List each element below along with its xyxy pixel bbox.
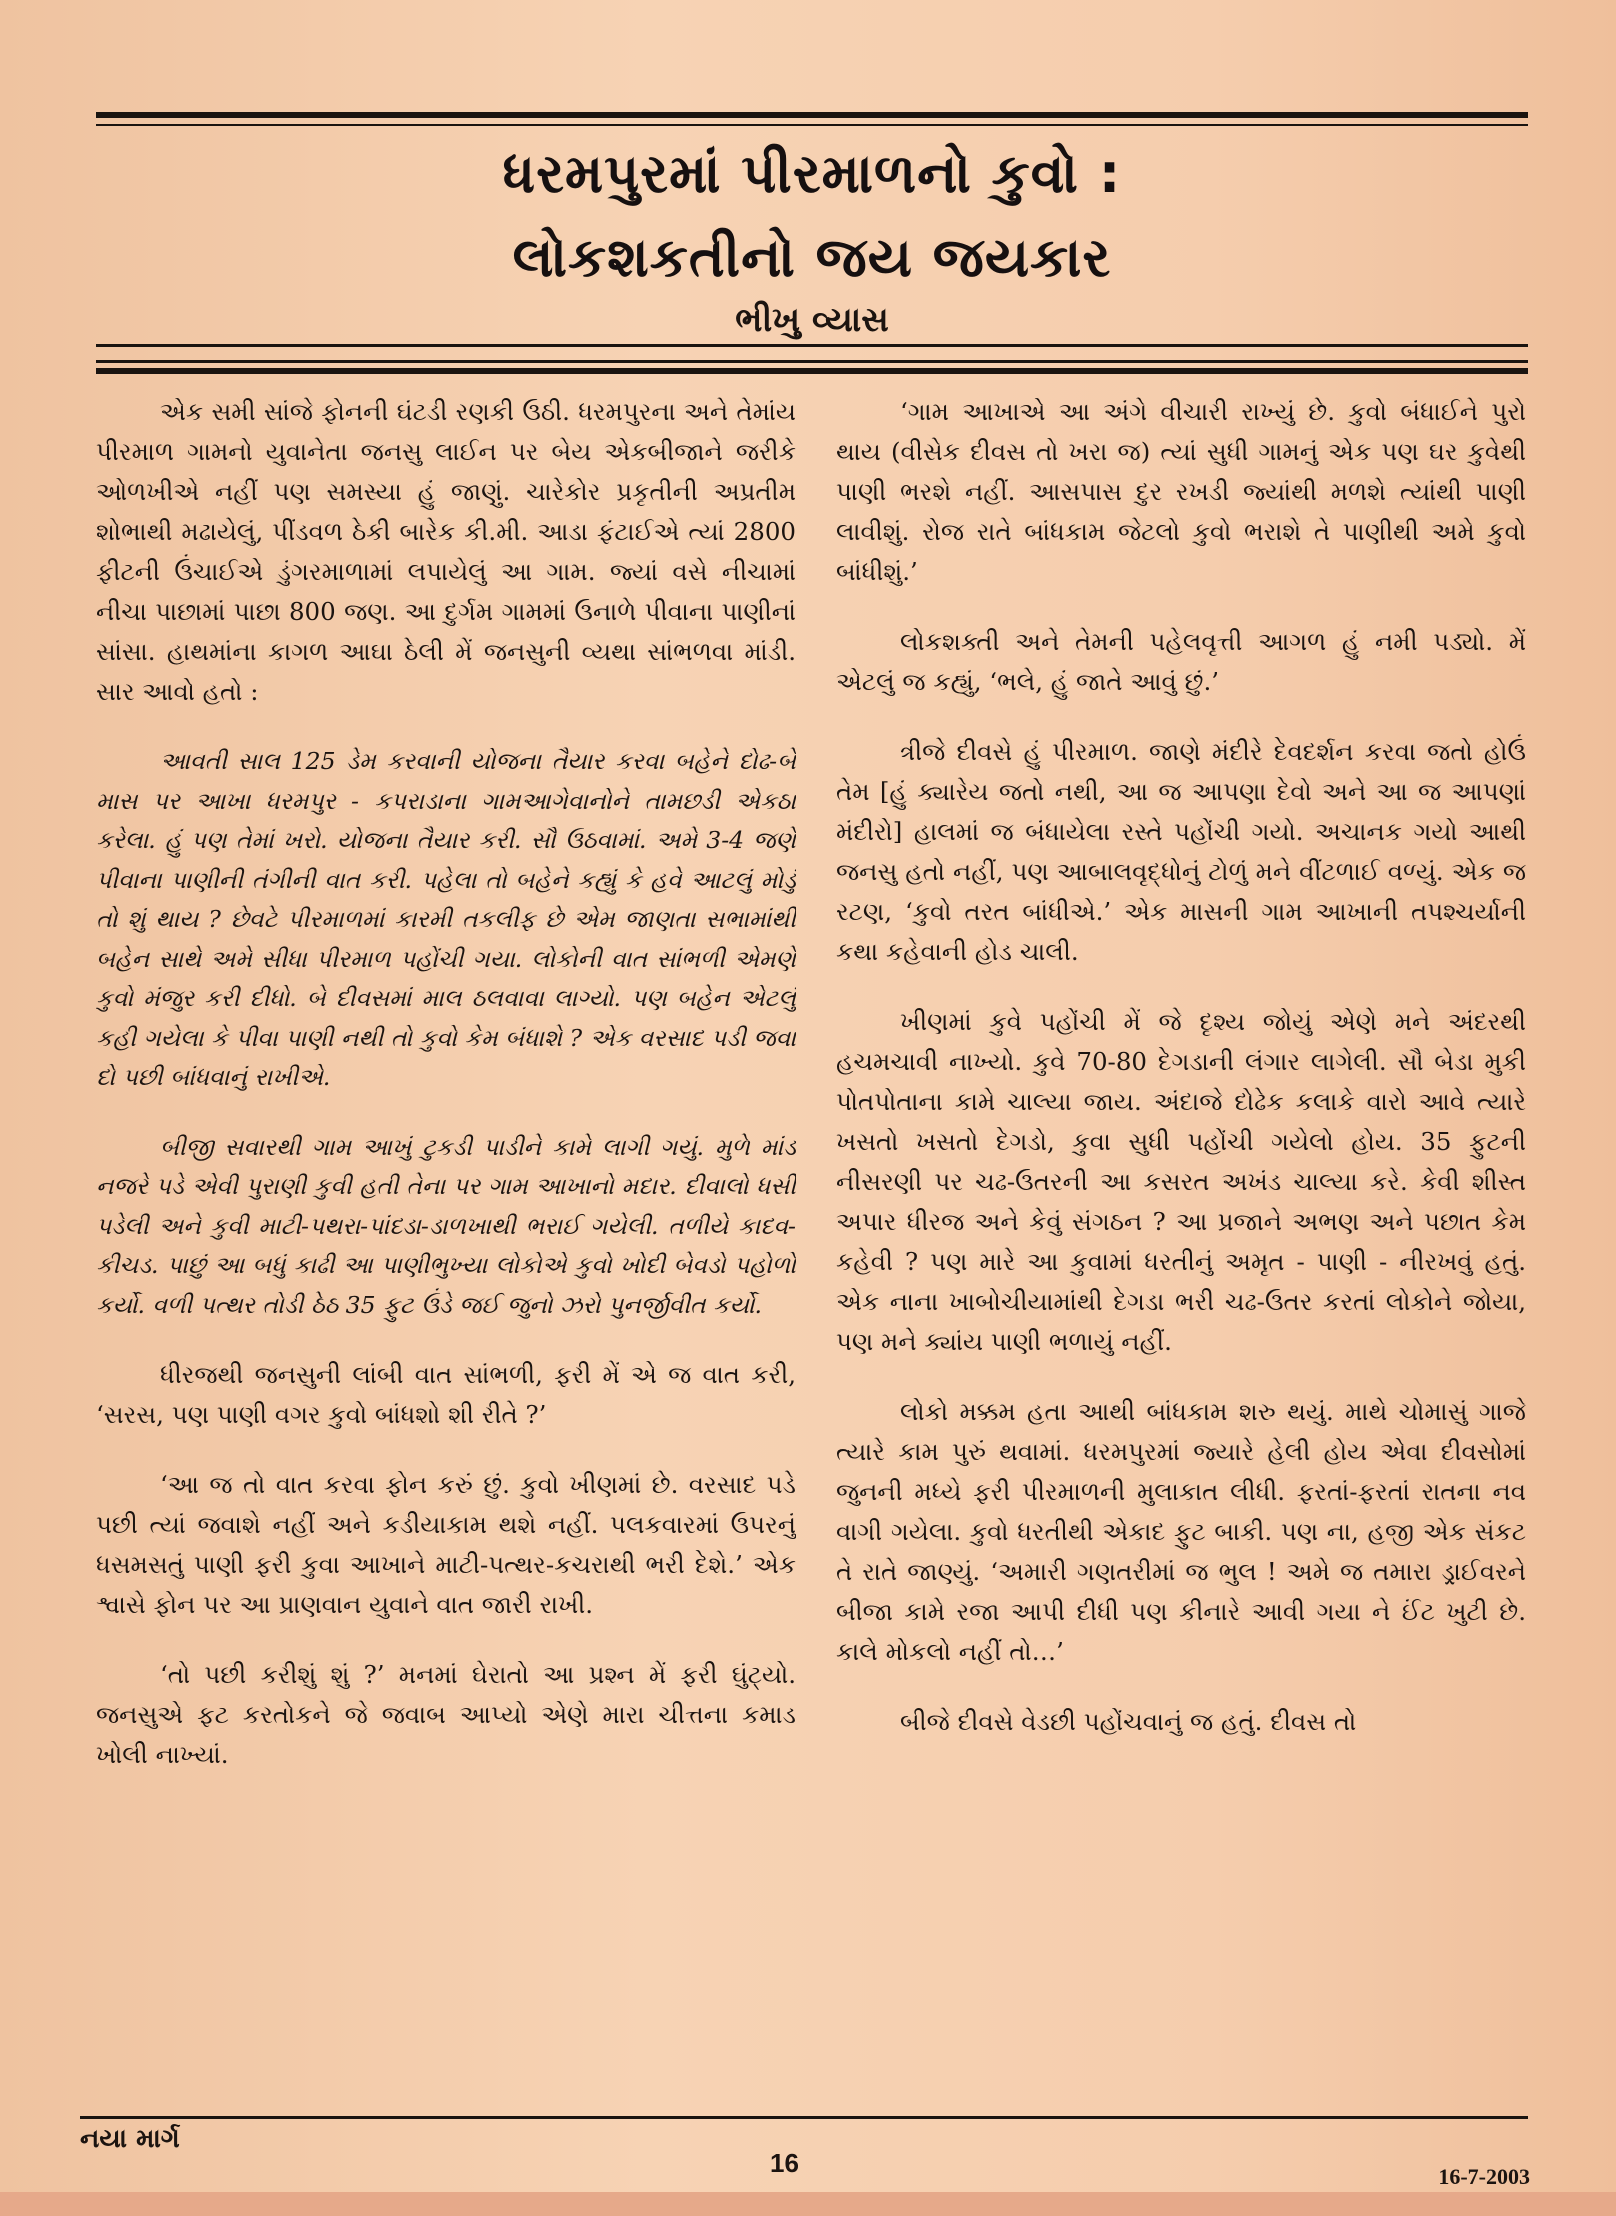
- right-paragraph-1: ‘ગામ આખાએ આ અંગે વીચારી રાખ્યું છે. કુવો બંધાઈને પુરો થાય (વીસેક દીવસ તો ખરા જ) ત્યાં સુધી ગામનું એક પણ ઘર કુવેથી પાણી ભરશે નહીં. આસપાસ દુર રખડી જ્યાંથી મળશે ત્યાંથી પાણી લાવીશું. રોજ રાતે બાંધકામ જેટલો કુવો ભરાશે તે પાણીથી અમે કુવો બાંધીશું.’: [836, 397, 1526, 586]
- page-number: 16: [770, 2148, 799, 2178]
- page-edge: [0, 2192, 1616, 2216]
- left-paragraph-3: બીજી સવારથી ગામ આખું ટુકડી પાડીને કામે લાગી ગયું. મુળે માંડ નજરે પડે એવી પુરાણી કુવી હતી તેના પર ગામ આખાનો મદાર. દીવાલો ધસી પડેલી અને કુવી માટી-પથરા-પાંદડા-ડાળખાથી ભરાઈ ગયેલી. તળીયે કાદવ-કીચડ. પાછું આ બધું કાઢી આ પાણીભુખ્યા લોકોએ કુવો ખોદી બેવડો પહોળો કર્યો. વળી પત્થર તોડી ઠેઠ 35 ફુટ ઉંડે જઈ જુનો ઝરો પુનર્જીવીત કર્યો.: [96, 1132, 796, 1319]
- header-rule-top-thin: [96, 124, 1528, 126]
- left-paragraph-1: એક સમી સાંજે ફોનની ઘંટડી રણકી ઉઠી. ધરમપુરના અને તેમાંય પીરમાળ ગામનો યુવાનેતા જનસુ લાઈન પર બેય એકબીજાને જરીકે ઓળખીએ નહીં પણ સમસ્યા હું જાણું. ચારેકોર પ્રકૃતીની અપ્રતીમ શોભાથી મઢાયેલું, પીંડવળ ઠેકી બારેક કી.મી. આડા ફંટાઈએ ત્યાં 2800 ફીટની ઉંચાઈએ ડુંગરમાળામાં લપાયેલું આ ગામ. જ્યાં વસે નીચામાં નીચા પાછામાં પાછા 800 જણ. આ દુર્ગમ ગામમાં ઉનાળે પીવાના પાણીનાં સાંસા. હાથમાંના કાગળ આઘા ઠેલી મેં જનસુની વ્યથા સાંભળવા માંડી. સાર આવો હતો :: [96, 397, 796, 706]
- left-paragraph-2: આવતી સાલ 125 ડેમ કરવાની યોજના તૈયાર કરવા બહેને દોઢ-બે માસ પર આખા ધરમપુર - કપરાડાના ગામઆગેવાનોને તામછડી એકઠા કરેલા. હું પણ તેમાં ખરો. યોજના તૈયાર કરી. સૌ ઉઠવામાં. અમે 3-4 જણે પીવાના પાણીની તંગીની વાત કરી. પહેલા તો બહેને કહ્યું કે હવે આટલું મોડું તો શું થાય ? છેવટે પીરમાળમાં કારમી તકલીફ છે એમ જાણતા સભામાંથી બહેન સાથે અમે સીધા પીરમાળ પહોંચી ગયા. લોકોની વાત સાંભળી એમણે કુવો મંજુર કરી દીધો. બે દીવસમાં માલ ઠલવાવા લાગ્યો. પણ બહેન એટલું કહી ગયેલા કે પીવા પાણી નથી તો કુવો કેમ બંધાશે ? એક વરસાદ પડી જવા દો પછી બાંધવાનું રાખીએ.: [96, 747, 796, 1091]
- right-paragraph-4: ખીણમાં કુવે પહોંચી મેં જે દૃશ્ય જોયું એણે મને અંદરથી હચમચાવી નાખ્યો. કુવે 70-80 દેગડાની લંગાર લાગેલી. સૌ બેડા મુકી પોતપોતાના કામે ચાલ્યા જાય. અંદાજે દોઢેક કલાકે વારો આવે ત્યારે ખસતો ખસતો દેગડો, કુવા સુધી પહોંચી ગયેલો હોય. 35 ફુટની નીસરણી પર ચઢ-ઉતરની આ કસરત અખંડ ચાલ્યા કરે. કેવી શીસ્ત અપાર ધીરજ અને કેવું સંગઠન ? આ પ્રજાને અભણ અને પછાત કેમ કહેવી ? પણ મારે આ કુવામાં ધરતીનું અમૃત - પાણી - નીરખવું હતું. એક નાના ખાબોચીયામાંથી દેગડા ભરી ચઢ-ઉતર કરતાં લોકોને જોયા, પણ મને ક્યાંય પાણી ભળાયું નહીં.: [836, 1007, 1526, 1356]
- right-paragraph-5: લોકો મક્કમ હતા આથી બાંધકામ શરુ થયું. માથે ચોમાસું ગાજે ત્યારે કામ પુરું થવામાં. ધરમપુરમાં જ્યારે હેલી હોય એવા દીવસોમાં જુનની મધ્યે ફરી પીરમાળની મુલાકાત લીધી. ફરતાં-ફરતાં રાતના નવ વાગી ગયેલા. કુવો ધરતીથી એકાદ ફુટ બાકી. પણ ના, હજી એક સંકટ તે રાતે જાણ્યું. ‘અમારી ગણતરીમાં જ ભુલ ! અમે જ તમારા ડ્રાઈવરને બીજા કામે રજા આપી દીધી પણ કીનારે આવી ગયા ને ઈંટ ખુટી છે. કાલે મોકલો નહીં તો…’: [836, 1397, 1526, 1666]
- header-rule-top: [96, 112, 1528, 118]
- issue-date: 16-7-2003: [1438, 2164, 1530, 2189]
- header-rule-bottom: [96, 360, 1528, 363]
- right-paragraph-6: બીજે દીવસે વેડછી પહોંચવાનું જ હતું. દીવસ તો: [900, 1707, 1357, 1736]
- left-paragraph-5: ‘આ જ તો વાત કરવા ફોન કરું છું. કુવો ખીણમાં છે. વરસાદ પડે પછી ત્યાં જવાશે નહીં અને કડીયાકામ થશે નહીં. પલકવારમાં ઉપરનું ધસમસતું પાણી ફરી કુવા આખાને માટી-પત્થર-કચરાથી ભરી દેશે.’ એક શ્વાસે ફોન પર આ પ્રાણવાન યુવાને વાત જારી રાખી.: [96, 1470, 796, 1619]
- right-paragraph-2: લોકશક્તી અને તેમની પહેલવૃત્તી આગળ હું નમી પડ્યો. મેં એટલું જ કહ્યું, ‘ભલે, હું જાતે આવું છું.’: [836, 627, 1526, 696]
- left-column: [96, 392, 796, 2092]
- right-paragraph-3: ત્રીજે દીવસે હું પીરમાળ. જાણે મંદીરે દેવદર્શન કરવા જતો હોઉં તેમ [હું ક્યારેય જતો નથી, આ જ આપણા દેવો અને આ જ આપણાં મંદીરો] હાલમાં જ બંધાયેલા રસ્તે પહોંચી ગયો. અચાનક ગયો આથી જનસુ હતો નહીં, પણ આબાલવૃદ્ધોનું ટોળું મને વીંટળાઈ વળ્યું. એક જ રટણ, ‘કુવો તરત બાંધીએ.’ એક માસની ગામ આખાની તપશ્ચર્યાની કથા કહેવાની હોડ ચાલી.: [836, 737, 1526, 966]
- footer-rule: [80, 2116, 1528, 2119]
- author-name: ભીખુ વ્યાસ: [720, 300, 904, 340]
- article-title-line2: લોકશકતીનો જય જયકાર: [512, 226, 1112, 289]
- right-column: [836, 392, 1526, 2092]
- left-paragraph-6: ‘તો પછી કરીશું શું ?’ મનમાં ઘેરાતો આ પ્રશ્ન મેં ફરી ઘુંટ્યો. જનસુએ ફટ કરતોકને જે જવાબ આપ્યો એણે મારા ચીત્તના કમાડ ખોલી નાખ્યાં.: [96, 1660, 796, 1769]
- publication-name: નયા માર્ગ: [80, 2124, 180, 2154]
- article-title-line1: ધરમપુરમાં પીરમાળનો કુવો :: [502, 142, 1122, 205]
- header-rule-bottom-thick: [96, 368, 1528, 374]
- title-rule: [96, 344, 1528, 347]
- left-paragraph-4: ધીરજથી જનસુની લાંબી વાત સાંભળી, ફરી મેં એ જ વાત કરી, ‘સરસ, પણ પાણી વગર કુવો બાંધશો શી રીતે ?’: [96, 1360, 796, 1429]
